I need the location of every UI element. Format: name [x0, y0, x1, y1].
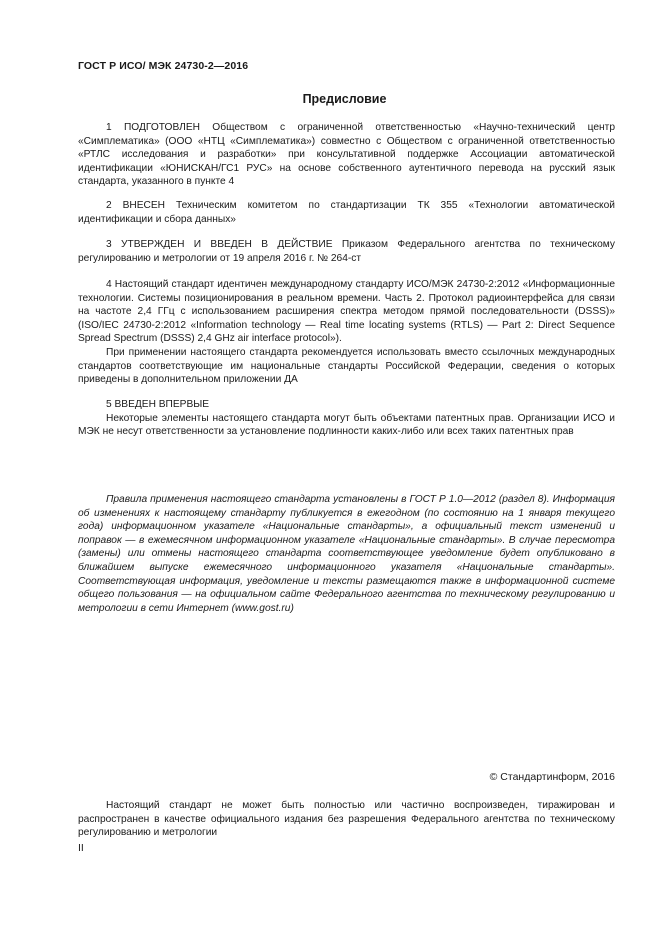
section-5-title: 5 ВВЕДЕН ВПЕРВЫЕ [106, 399, 210, 410]
section-3-text: 3 УТВЕРЖДЕН И ВВЕДЕН В ДЕЙСТВИЕ Приказом Федерального агентства по техническому регулированию и метрологии от 19 апреля 2016 г. № 264-ст [78, 239, 615, 264]
page-title: Предисловие [302, 92, 387, 106]
section-4-text: 4 Настоящий стандарт идентичен международному стандарту ИСО/МЭК 24730-2:2012 «Информационные технологии. Системы позиционирования в реальном времени. Часть 2. Протокол радиоинтерфейса для связи на частоте 2,4 ГГц с использованием расширения спектра методом прямой последовательности (DSSS)» (ISO/IEC 24730-2:2012 «Information technology — Real time locating systems (RTLS) — Part 2: Direct Sequence Spread Spectrum (DSSS) 2,4 GHz air interface protocol»). [78, 279, 615, 345]
section-2-text: 2 ВНЕСЕН Техническим комитетом по стандартизации ТК 355 «Технологии автоматической идентификации и сбора данных» [78, 200, 615, 225]
section-1 [78, 121, 615, 189]
reproduction-notice [78, 799, 615, 840]
section-1-text: 1 ПОДГОТОВЛЕН Обществом с ограниченной ответственностью «Научно-технический центр «Симплематика» (ООО «НТЦ «Симплематика») совместно с Обществом с ограниченной ответственностью «РТЛС исследования и разработки» при консультативной поддержке Ассоциации автоматической идентификации «ЮНИСКАН/ГС1 РУС» на основе собственного аутентичного перевода на русский язык стандарта, указанного в пункте 4 [78, 122, 615, 188]
section-5-text: Некоторые элементы настоящего стандарта могут быть объектами патентных прав. Организации ИСО и МЭК не несут ответственности за установление подлинности каких-либо или всех таких патентных прав [78, 412, 615, 438]
section-2 [78, 199, 615, 226]
reproduction-notice-text: Настоящий стандарт не может быть полностью или частично воспроизведен, тиражирован и распространен в качестве официального издания без разрешения Федерального агентства по техническому регулированию и метрологии [78, 800, 615, 839]
section-4 [78, 278, 615, 387]
section-3 [78, 238, 615, 265]
copyright: © Стандартинформ, 2016 [489, 771, 615, 783]
rules-notice-text: Правила применения настоящего стандарта установлены в ГОСТ Р 1.0—2012 (раздел 8). Информация об изменениях к настоящему стандарту публикуется в ежегодном (по состоянию на 1 января текущего года) информационном указателе «Национальные стандарты», а официальный текст изменений и поправок — в ежемесячном информационном указателе «Национальные стандарты». В случае пересмотра (замены) или отмены настоящего стандарта соответствующее уведомление будет опубликовано в ближайшем выпуске ежемесячного информационного указателя «Национальные стандарты». Соответствующая информация, уведомление и тексты размещаются также в информационной системе общего пользования — на официальном сайте Федерального агентства по техническому регулированию и метрологии в сети Интернет (www.gost.ru) [78, 494, 615, 614]
rules-notice [78, 493, 615, 615]
section-4-note: При применении настоящего стандарта рекомендуется использовать вместо ссылочных международных стандартов соответствующие им национальные стандарты Российской Федерации, сведения о которых приведены в дополнительном приложении ДА [78, 346, 615, 386]
section-5 [78, 398, 615, 439]
document-header: ГОСТ Р ИСО/ МЭК 24730-2—2016 [78, 60, 249, 72]
page-number: II [78, 842, 84, 854]
